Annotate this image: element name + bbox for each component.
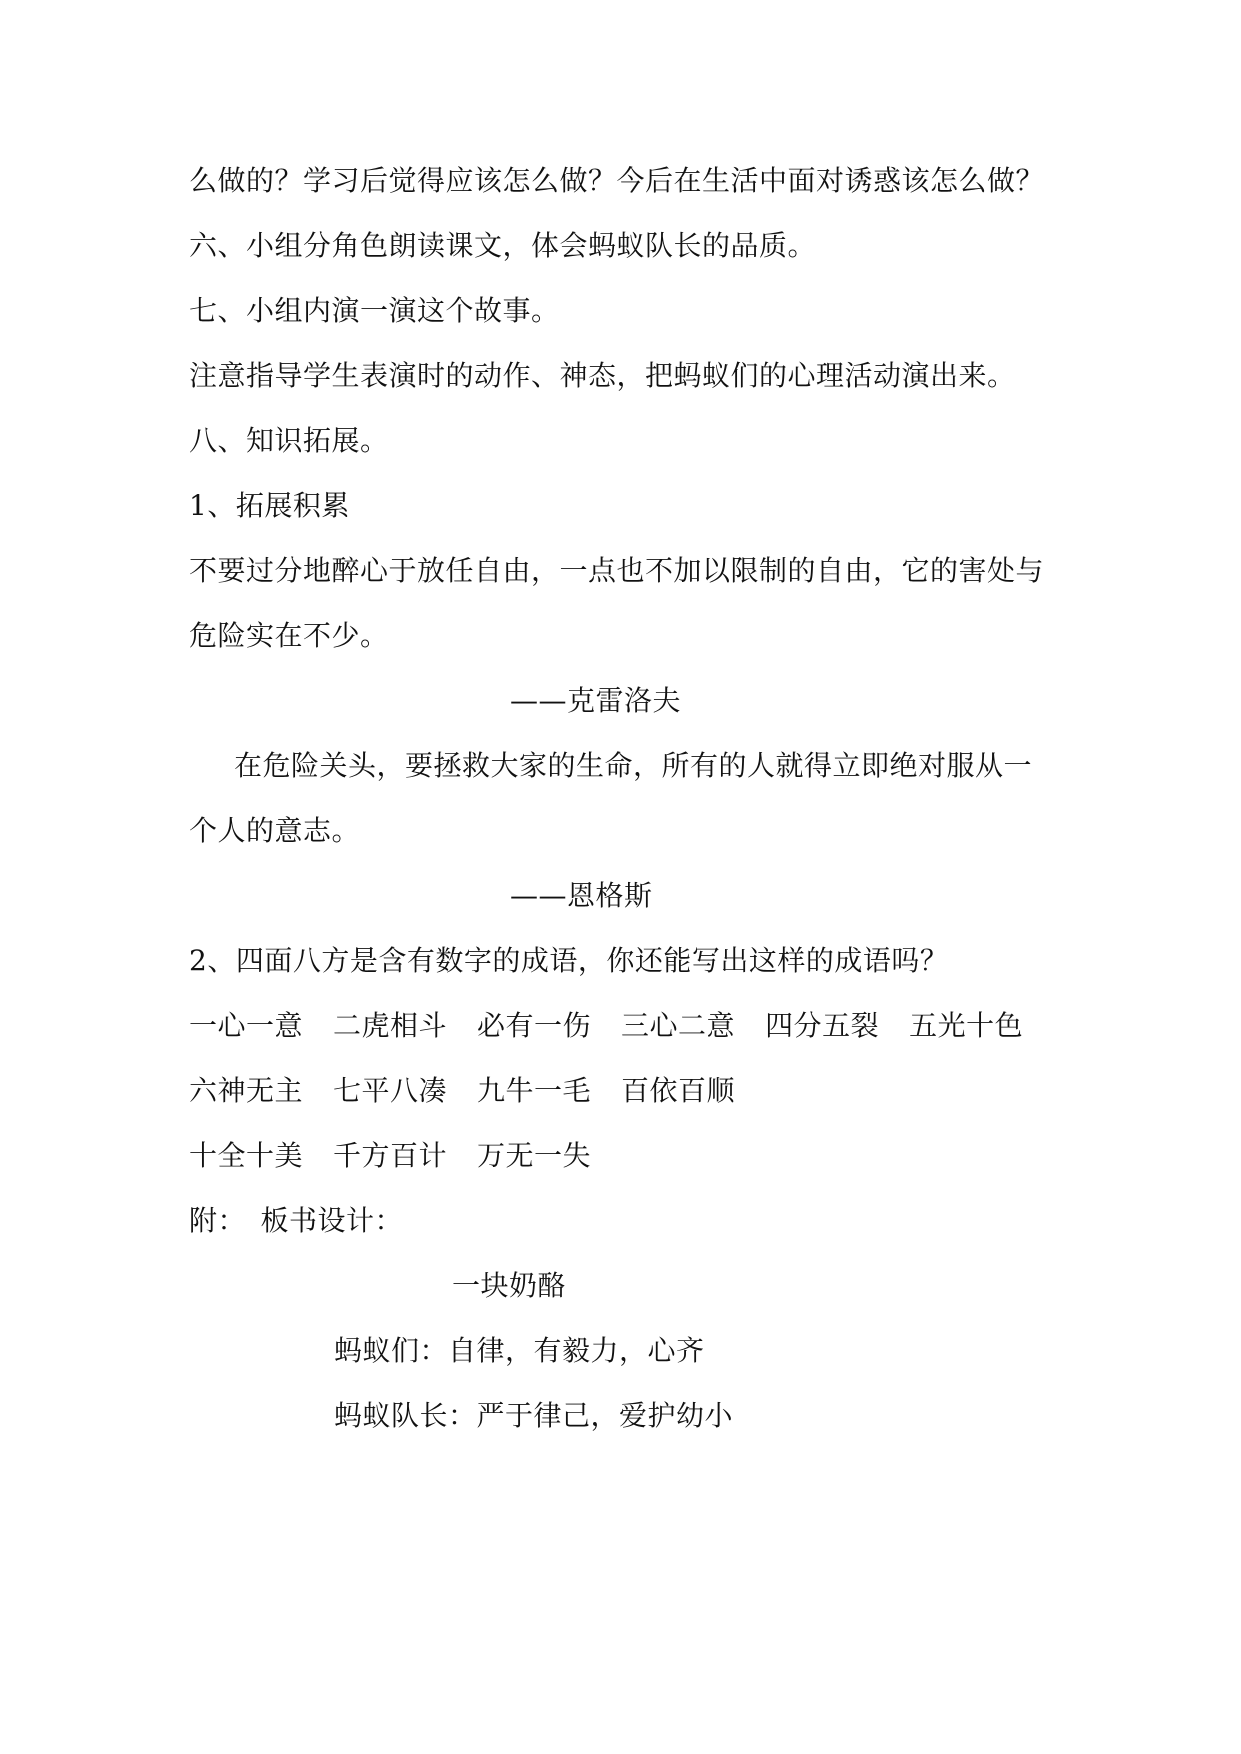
idiom: 百依百顺	[621, 1074, 736, 1107]
idiom: 十全十美	[189, 1139, 304, 1172]
quote-2-line-2: 个人的意志。	[189, 814, 361, 847]
idiom: 五光十色	[909, 1009, 1024, 1042]
idiom: 六神无主	[189, 1074, 304, 1107]
subsection-2: 2、四面八方是含有数字的成语，你还能写出这样的成语吗？	[189, 944, 949, 977]
idiom-row-1	[189, 1008, 1023, 1044]
section-eight: 八、知识拓展。	[189, 424, 389, 457]
quote-1-line-2: 危险实在不少。	[189, 619, 389, 652]
idiom: 千方百计	[333, 1139, 448, 1172]
board-line-ants: 蚂蚁们：自律，有毅力，心齐	[334, 1334, 705, 1367]
idiom: 三心二意	[621, 1009, 736, 1042]
idiom: 九牛一毛	[477, 1074, 592, 1107]
appendix-label: 附： 板书设计：	[189, 1204, 404, 1237]
paragraph-question-continuation: 么做的？学习后觉得应该怎么做？今后在生活中面对诱惑该怎么做？	[189, 164, 1045, 197]
quote-1-line-1: 不要过分地醉心于放任自由，一点也不加以限制的自由，它的害处与	[189, 554, 1045, 587]
performance-note: 注意指导学生表演时的动作、神态，把蚂蚁们的心理活动演出来。	[189, 359, 1016, 392]
section-seven: 七、小组内演一演这个故事。	[189, 294, 560, 327]
idiom: 二虎相斗	[333, 1009, 448, 1042]
idiom-row-2	[189, 1073, 735, 1109]
idiom: 必有一伤	[477, 1009, 592, 1042]
board-line-captain: 蚂蚁队长：严于律己，爱护幼小	[334, 1399, 734, 1432]
idiom-row-3	[189, 1138, 591, 1174]
idiom: 万无一失	[477, 1139, 592, 1172]
quote-1-author: ——克雷洛夫	[510, 684, 682, 717]
section-six: 六、小组分角色朗读课文，体会蚂蚁队长的品质。	[189, 229, 817, 262]
quote-2-author: ——恩格斯	[510, 879, 653, 912]
idiom: 四分五裂	[765, 1009, 880, 1042]
idiom: 七平八凑	[333, 1074, 448, 1107]
board-title: 一块奶酪	[452, 1269, 567, 1302]
quote-2-line-1: 在危险关头，要拯救大家的生命，所有的人就得立即绝对服从一	[234, 749, 1033, 782]
idiom: 一心一意	[189, 1009, 304, 1042]
subsection-1: 1、拓展积累	[189, 489, 350, 522]
